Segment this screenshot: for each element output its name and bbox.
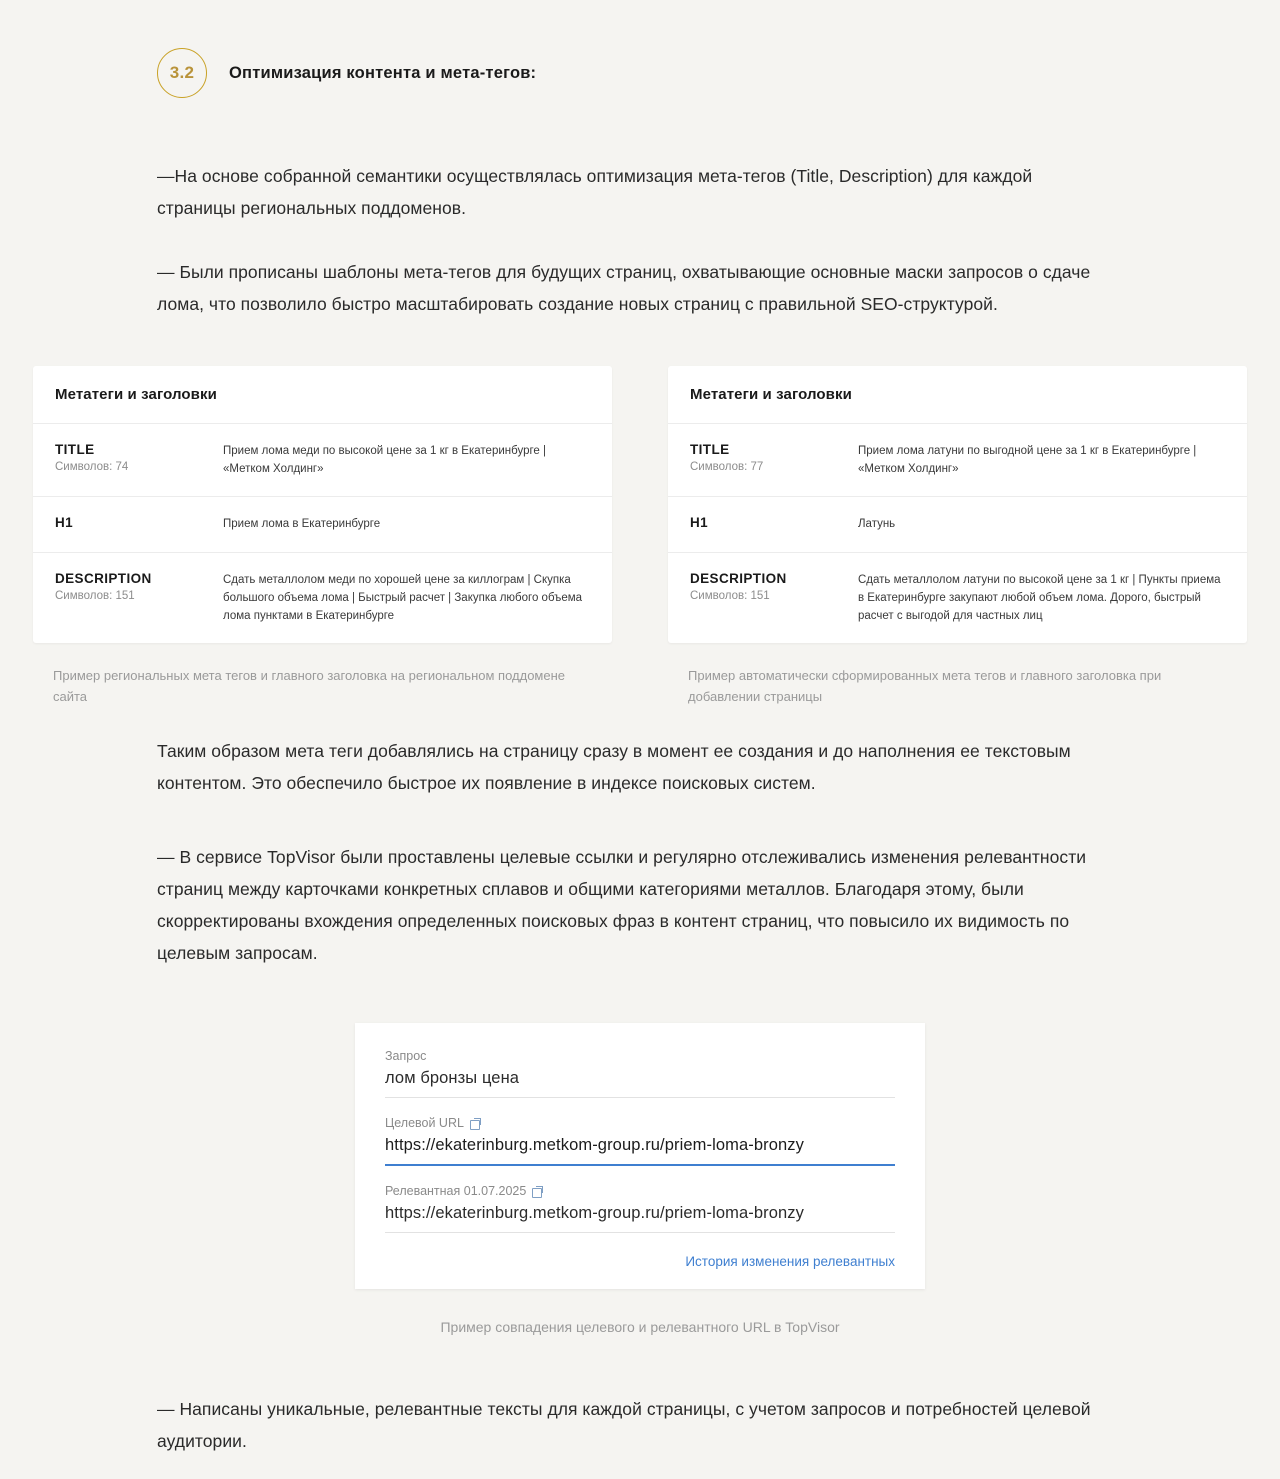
meta-tag-name: TITLE bbox=[55, 442, 95, 457]
history-link-row bbox=[385, 1239, 895, 1271]
meta-cards-row bbox=[0, 366, 1280, 707]
meta-row-h1 bbox=[668, 497, 1247, 553]
meta-row-description bbox=[668, 553, 1247, 643]
meta-row-value: Прием лома в Екатеринбурге bbox=[223, 518, 381, 530]
query-field bbox=[385, 1049, 895, 1098]
topvisor-widget-wrapper bbox=[0, 1023, 1280, 1335]
meta-row-value: Сдать металлолом меди по хорошей цене за киллограм | Скупка большого объема лома | Быстрый расчет | Закупка любого объема лома пунктами в Екатеринбурге bbox=[223, 574, 583, 622]
meta-row-value: Прием лома меди по высокой цене за 1 кг в Екатеринбурге | «Метком Холдинг» bbox=[223, 445, 546, 475]
widget-caption: Пример совпадения целевого и релевантного URL в TopVisor bbox=[440, 1319, 840, 1335]
meta-row-value: Прием лома латуни по выгодной цене за 1 кг в Екатеринбурге | «Метком Холдинг» bbox=[858, 445, 1197, 475]
meta-row-label bbox=[55, 515, 223, 534]
query-value[interactable]: лом бронзы цена bbox=[385, 1069, 895, 1098]
target-url-label bbox=[385, 1116, 895, 1130]
meta-char-count: Символов: 74 bbox=[55, 461, 129, 473]
meta-card-column-right bbox=[668, 366, 1247, 707]
meta-tag-name: H1 bbox=[55, 515, 74, 530]
meta-row-h1 bbox=[33, 497, 612, 553]
meta-tag-name: H1 bbox=[690, 515, 709, 530]
meta-row-label bbox=[690, 515, 858, 534]
target-url-label-text: Целевой URL bbox=[385, 1116, 464, 1130]
meta-row-value: Латунь bbox=[858, 518, 896, 530]
meta-tag-name: DESCRIPTION bbox=[55, 571, 152, 586]
target-url-value[interactable]: https://ekaterinburg.metkom-group.ru/priem-loma-bronzy bbox=[385, 1136, 895, 1166]
topvisor-widget bbox=[355, 1023, 925, 1289]
relevant-url-field bbox=[385, 1184, 895, 1233]
relevant-url-label bbox=[385, 1184, 895, 1198]
meta-char-count: Символов: 77 bbox=[690, 461, 764, 473]
paragraph-5: — Написаны уникальные, релевантные тексты для каждой страницы, с учетом запросов и потребностей целевой аудитории. bbox=[157, 1399, 1091, 1451]
meta-row-description bbox=[33, 553, 612, 643]
paragraph-4: — В сервисе TopVisor были проставлены целевые ссылки и регулярно отслеживались изменения релевантности страниц между карточками конкретных сплавов и общими категориями металлов. Благодаря этому, были скорректированы вхождения определенных поисковых фраз в контент страниц, что повысило их видимость по целевым запросам. bbox=[157, 847, 1087, 963]
meta-char-count: Символов: 151 bbox=[690, 590, 770, 602]
external-link-icon[interactable] bbox=[532, 1186, 543, 1197]
meta-tag-name: DESCRIPTION bbox=[690, 571, 787, 586]
meta-row-label bbox=[690, 571, 858, 602]
section-title: Оптимизация контента и мета-тегов: bbox=[229, 63, 537, 82]
meta-card bbox=[33, 366, 612, 643]
external-link-icon[interactable] bbox=[470, 1118, 481, 1129]
meta-row-label bbox=[55, 442, 223, 473]
meta-card-caption: Пример региональных мета тегов и главного заголовка на региональном поддомене сайта bbox=[53, 668, 566, 704]
section-number-badge: 3.2 bbox=[157, 48, 207, 98]
meta-row-title bbox=[668, 424, 1247, 497]
meta-char-count: Символов: 151 bbox=[55, 590, 135, 602]
relevant-url-value[interactable]: https://ekaterinburg.metkom-group.ru/priem-loma-bronzy bbox=[385, 1204, 895, 1233]
meta-row-title bbox=[33, 424, 612, 497]
paragraph-1: —На основе собранной семантики осуществлялась оптимизация мета-тегов (Title, Description) для каждой страницы региональных поддоменов. bbox=[157, 166, 1033, 218]
meta-row-label bbox=[690, 442, 858, 473]
meta-card-caption: Пример автоматически сформированных мета тегов и главного заголовка при добавлении страницы bbox=[688, 668, 1162, 704]
meta-row-label bbox=[55, 571, 223, 602]
relevant-url-label-text: Релевантная 01.07.2025 bbox=[385, 1184, 527, 1198]
query-label: Запрос bbox=[385, 1049, 427, 1063]
paragraph-3: Таким образом мета теги добавлялись на страницу сразу в момент ее создания и до наполнения ее текстовым контентом. Это обеспечило быстрое их появление в индексе поисковых систем. bbox=[157, 741, 1071, 793]
meta-tag-name: TITLE bbox=[690, 442, 730, 457]
paragraph-2: — Были прописаны шаблоны мета-тегов для будущих страниц, охватывающие основные маски запросов о сдаче лома, что позволило быстро масштабировать создание новых страниц с правильной SEO-структурой. bbox=[157, 262, 1091, 314]
meta-card bbox=[668, 366, 1247, 643]
section-heading bbox=[0, 0, 1280, 98]
meta-card-column-left bbox=[33, 366, 612, 707]
meta-card-header: Метатеги и заголовки bbox=[33, 366, 612, 424]
target-url-field bbox=[385, 1116, 895, 1166]
relevance-history-link[interactable]: История изменения релевантных bbox=[685, 1254, 895, 1269]
meta-card-header: Метатеги и заголовки bbox=[668, 366, 1247, 424]
meta-row-value: Сдать металлолом латуни по высокой цене за 1 кг | Пункты приема в Екатеринбурге закупают любой объем лома. Дорого, быстрый расчет с выгодой для частных лиц bbox=[858, 574, 1221, 622]
